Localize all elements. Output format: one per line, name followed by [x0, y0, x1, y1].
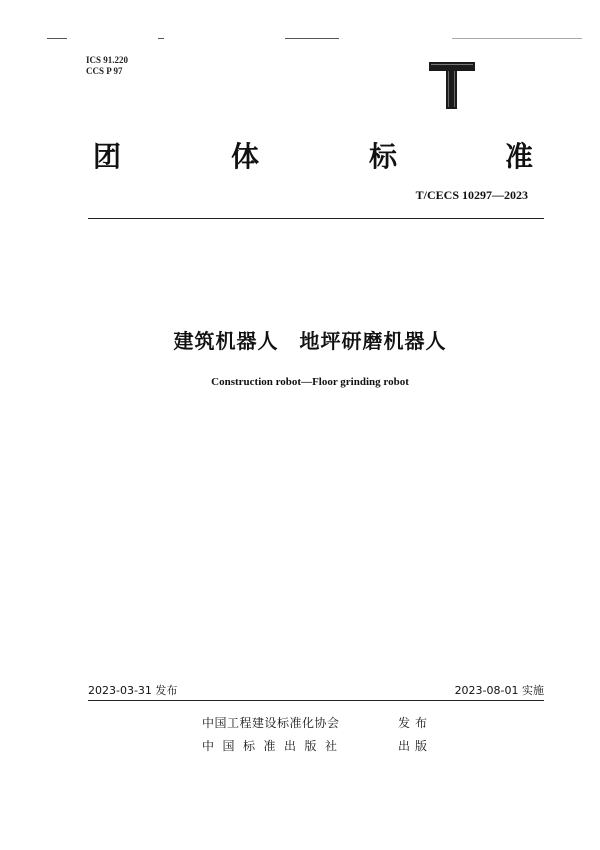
classification-codes: [86, 55, 128, 77]
divider-top: [88, 218, 544, 219]
t-logo-icon: [427, 60, 477, 110]
title-english: Construction robot—Floor grinding robot: [211, 376, 409, 388]
standard-type-char: 标: [369, 140, 398, 173]
standard-type-char: 准: [505, 140, 534, 173]
issue-date: 2023-03-31 发布: [88, 684, 178, 697]
ccs-code: CCS P 97: [86, 66, 123, 76]
divider-bottom: [88, 700, 544, 701]
ics-code: ICS 91.220: [86, 55, 129, 65]
standard-type-char: 团: [93, 140, 122, 173]
scan-mark: [158, 38, 164, 39]
scan-mark: [285, 38, 339, 39]
publisher-name: 中国标准出版社: [202, 739, 346, 753]
title-chinese: 建筑机器人 地坪研磨机器人: [173, 329, 447, 353]
publisher-row: [202, 737, 452, 755]
standard-number: T/CECS 10297—2023: [415, 188, 528, 202]
publisher-name: 中国工程建设标准化协会: [202, 716, 340, 730]
scan-mark: [47, 38, 67, 39]
publisher-role: 出版: [398, 739, 433, 753]
scan-mark: [452, 38, 582, 39]
standard-type-heading: [93, 135, 538, 175]
standard-type-char: 体: [231, 140, 260, 173]
publisher-role: 发布: [398, 716, 433, 730]
implementation-date: 2023-08-01 实施: [454, 684, 544, 697]
publisher-row: [202, 714, 452, 732]
